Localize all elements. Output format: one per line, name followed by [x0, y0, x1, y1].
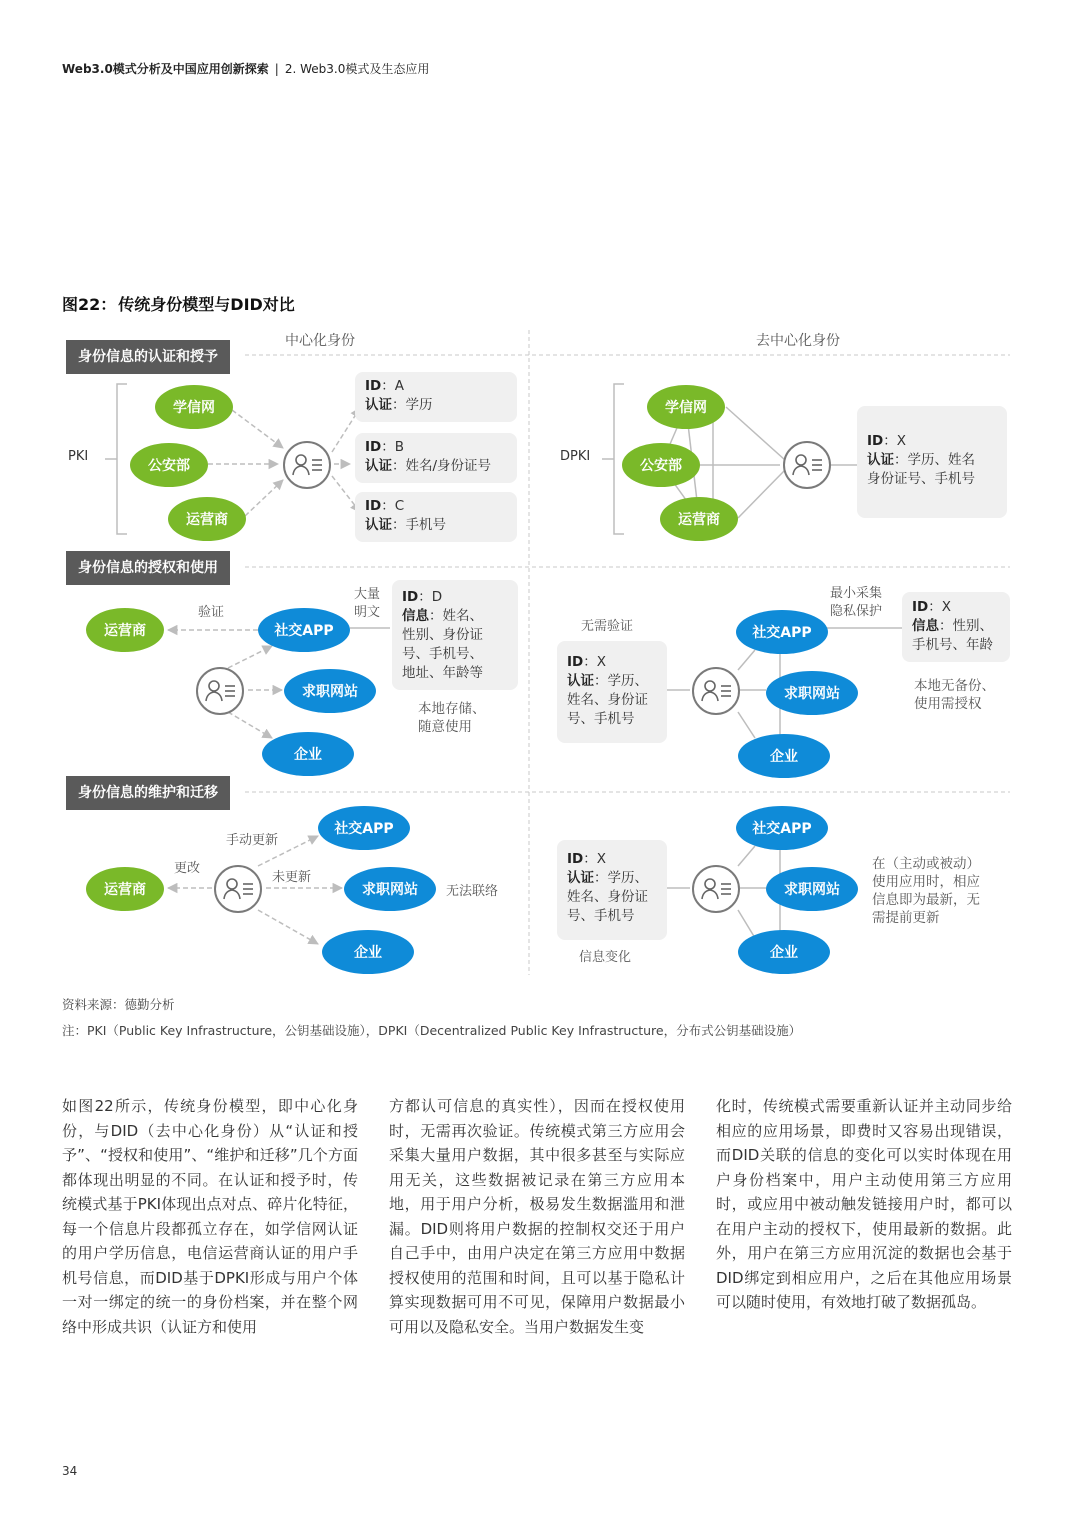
box-id-d: ID：D 信息：姓名、 性别、身份证 号、手机号、 地址、年龄等	[392, 580, 518, 690]
pki-box-a: ID：A 认证：学历	[355, 372, 517, 422]
local-storage-note: 本地存储、 随意使用	[418, 701, 486, 735]
pki-box-b: ID：B 认证：姓名/身份证号	[355, 433, 517, 483]
pki-bracket	[117, 384, 127, 534]
report-title: Web3.0模式分析及中国应用创新探索	[62, 62, 269, 76]
figure-label: 图22：	[62, 295, 117, 314]
node-social-app: 社交APP	[258, 608, 350, 652]
plain-text-note: 大量 明文	[354, 587, 381, 620]
pki-label: PKI	[68, 449, 89, 464]
header-separator: |	[274, 62, 279, 76]
dpki-label: DPKI	[560, 449, 591, 464]
node-social-app-d: 社交APP	[736, 610, 828, 654]
did-box-x-maintain: ID：X 认证：学历、 姓名、身份证 号、手机号	[557, 840, 667, 940]
body-column-1: 如图22所示，传统身份模型，即中心化身份，与DID（去中心化身份）从“认证和授予”、“授权和使用”、“维护和迁移”几个方面都体现出明显的不同。在认证和授予时，传统模式基于PKI体现出点对点、碎片化特征，每一个信息片段都孤立存在，如学信网认证的用户学历信息，电信运营商认证的用户手机号信息，而DID基于DPKI形成与用户个体一对一绑定的统一的身份档案，并在整个网络中形成共识（认证方和使用	[62, 1097, 358, 1336]
footnote: 注：PKI（Public Key Infrastructure，公钥基础设施），DPKI（Decentralized Public Key Infrastructure，分布式公钥基础设施）	[62, 1023, 802, 1038]
user-icon	[783, 441, 831, 489]
section-auth-grant: 身份信息的认证和授予	[66, 340, 230, 374]
node-carrier-r2: 运营商	[86, 608, 164, 652]
min-collect-note: 最小采集 隐私保护	[830, 586, 883, 619]
change-label: 更改	[174, 861, 201, 876]
centralized-title: 中心化身份	[285, 333, 355, 349]
realtime-note: 在（主动或被动） 使用应用时，相应 信息即为最新，无 需提前更新	[872, 856, 980, 926]
node-job-site: 求职网站	[284, 669, 376, 713]
node-xuexinwang: 学信网	[155, 385, 233, 429]
section-auth-use: 身份信息的授权和使用	[66, 551, 230, 585]
unreachable-label: 无法联络	[446, 884, 499, 899]
node-job-site-r3: 求职网站	[344, 867, 436, 911]
node-carrier-r3: 运营商	[86, 867, 164, 911]
user-icon	[196, 667, 244, 715]
node-xuexinwang-d: 学信网	[647, 385, 725, 429]
node-gonganbu-d: 公安部	[622, 443, 700, 487]
node-carrier-d: 运营商	[660, 497, 738, 541]
source-note: 资料来源：德勤分析	[62, 997, 175, 1012]
node-social-app-r3: 社交APP	[318, 806, 410, 850]
node-enterprise-r3d: 企业	[738, 930, 830, 974]
manual-update-label: 手动更新	[226, 833, 279, 848]
not-updated-label: 未更新	[272, 870, 312, 885]
verify-label: 验证	[198, 605, 225, 620]
node-enterprise-d: 企业	[738, 734, 830, 778]
dpki-box-x: ID：X 认证：学历、姓名 身份证号、手机号	[857, 406, 1007, 518]
user-icon	[692, 667, 740, 715]
no-backup-note: 本地无备份、 使用需授权	[914, 678, 995, 712]
node-job-site-d: 求职网站	[766, 671, 858, 715]
decentralized-title: 去中心化身份	[756, 333, 840, 349]
user-icon	[692, 865, 740, 913]
section-maintain-migrate: 身份信息的维护和迁移	[66, 776, 230, 810]
node-job-site-r3d: 求职网站	[766, 867, 858, 911]
did-box-x-info: ID：X 信息：性别、 手机号、年龄	[902, 592, 1010, 662]
node-carrier: 运营商	[168, 497, 246, 541]
did-box-x-use: ID：X 认证：学历、 姓名、身份证 号、手机号	[557, 641, 667, 743]
body-column-3: 化时，传统模式需要重新认证并主动同步给相应的应用场景，即费时又容易出现错误，而DID关联的信息的变化可以实时体现在用户身份档案中，用户主动使用第三方应用时，或应用中被动触发链接用户时，都可以在用户主动的授权下，使用最新的数据。此外，用户在第三方应用沉淀的数据也会基于DID绑定到相应用户，之后在其他应用场景可以随时使用，有效地打破了数据孤岛。	[716, 1097, 1012, 1311]
node-gonganbu: 公安部	[130, 443, 208, 487]
body-column-2: 方都认可信息的真实性），因而在授权使用时，无需再次验证。传统模式第三方应用会采集大量用户数据，其中很多甚至与实际应用无关，这些数据被记录在第三方应用本地，用于用户分析，极易发生数据滥用和泄漏。DID则将用户数据的控制权交还于用户自己手中，由用户决定在第三方应用中数据授权使用的范围和时间，且可以基于隐私计算实现数据可用不可见，保障用户数据最小可用以及隐私安全。当用户数据发生变	[389, 1097, 685, 1336]
figure-caption: 传统身份模型与DID对比	[118, 295, 295, 314]
info-change-label: 信息变化	[579, 950, 632, 965]
no-verify-label: 无需验证	[581, 619, 634, 634]
pki-box-c: ID：C 认证：手机号	[355, 492, 517, 542]
node-enterprise-r3: 企业	[322, 930, 414, 974]
page-number: 34	[62, 1464, 78, 1478]
chapter-title: 2. Web3.0模式及生态应用	[284, 62, 430, 76]
node-enterprise: 企业	[262, 732, 354, 776]
user-icon	[283, 441, 331, 489]
node-social-app-r3d: 社交APP	[736, 806, 828, 850]
user-icon	[214, 865, 262, 913]
